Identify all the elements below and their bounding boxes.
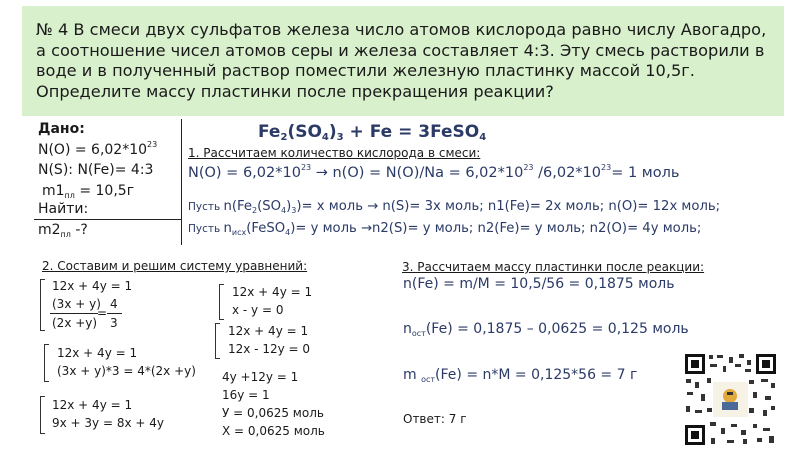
system1-fraction-bar-right [107,313,122,314]
system1-brace [40,279,45,331]
given-atom-ratio: N(S): N(Fe)= 4:3 [38,162,154,178]
solution-y-value: У = 0,0625 моль [222,406,324,420]
given-unknown-mass: $m2_{пл}$ -? [38,222,88,239]
system2-eq1: 12x + 4y = 1 [57,346,138,360]
step3-remaining-amount: $n_{ост}(Fe) = 0,1875 - 0,0625 = 0,125$ моль [403,321,689,338]
system4-eq1: 12x + 4y = 1 [232,285,313,299]
system1-ratio-numerator: 4 [110,297,118,311]
system5-eq2: 12x - 12y = 0 [228,342,311,356]
step1-oxygen-amount: $N(O) = 6,02*10^{23} \to n(O) = N(O)/Na = 6,02*10^{23}$ $/6,02*10^{23}= 1$ моль [188,163,680,181]
answer: Ответ: 7 г [403,412,467,426]
system2-eq2: (3x + y)*3 = 4*(2x +y) [57,364,196,378]
given-divider-horizontal [34,219,181,220]
given-find-label: Найти: [38,201,89,217]
system1-eq2-denominator: (2x +y) [52,316,98,330]
solution-line1: 4y +12y = 1 [222,370,299,384]
system5-eq1: 12x + 4y = 1 [228,324,309,338]
step1-let-x: Пусть $n(Fe_2(SO_4)_3)= x$ моль → n(S)= 3x моль; n1(Fe)= 2x моль; n(O)= 12x моль; [188,199,721,215]
step3-remaining-mass: m $_{ост}$(Fe) = n*M = 0,125*56 = 7 г [403,367,638,384]
system1-ratio-denominator: 3 [110,316,118,330]
given-oxygen-atoms: $N(O) = 6,02*10^{23}$ [38,140,158,158]
given-divider-vertical [181,119,182,245]
step1-title: 1. Рассчитаем количество кислорода в смеси: [188,146,481,160]
system4-brace [219,284,224,320]
system4-eq2: x - y = 0 [232,303,284,317]
system1-fraction-bar-left [50,313,98,314]
solution-line2: 16y = 1 [222,388,270,402]
given-title: Дано: [38,121,85,137]
step1-let-y: Пусть $n_{исх}(FeSO_4)= y$ моль →n2(S)= y моль; n2(Fe)= y моль; n2(O)= 4y моль; [188,221,702,237]
system5-brace [215,323,220,359]
system1-eq1: 12x + 4y = 1 [52,279,133,293]
step3-title: 3. Рассчитаем массу пластинки после реакции: [402,260,705,274]
problem-statement: № 4 В смеси двух сульфатов железа число атомов кислорода равно числу Авогадро, а соотношение чисел атомов серы и железа составляет 4:3. Эту смесь растворили в воде и в полученный раствор поместили железную пластинку массой 10,5г. Определите массу пластинки после прекращения реакции? [36,20,767,101]
reaction-equation: $Fe_2(SO_4)_3 + Fe$ = 3FeSO$_4$ [258,122,487,143]
system3-brace [40,396,45,434]
system1-equals: = [97,306,108,320]
solution-x-value: Х = 0,0625 моль [222,424,325,438]
system3-eq1: 12x + 4y = 1 [52,398,133,412]
step2-title: 2. Составим и решим систему уравнений: [42,259,308,273]
system1-eq2-numerator: (3x + y) [52,297,101,311]
qr-code [683,352,778,447]
system3-eq2: 9x + 3y = 8x + 4y [52,416,164,430]
system2-brace [44,344,49,382]
given-initial-mass: $m1_{пл} = 10,5г$ [42,183,135,200]
step3-iron-amount: n(Fe) = m/M = 10,5/56 = 0,1875 моль [403,276,675,292]
